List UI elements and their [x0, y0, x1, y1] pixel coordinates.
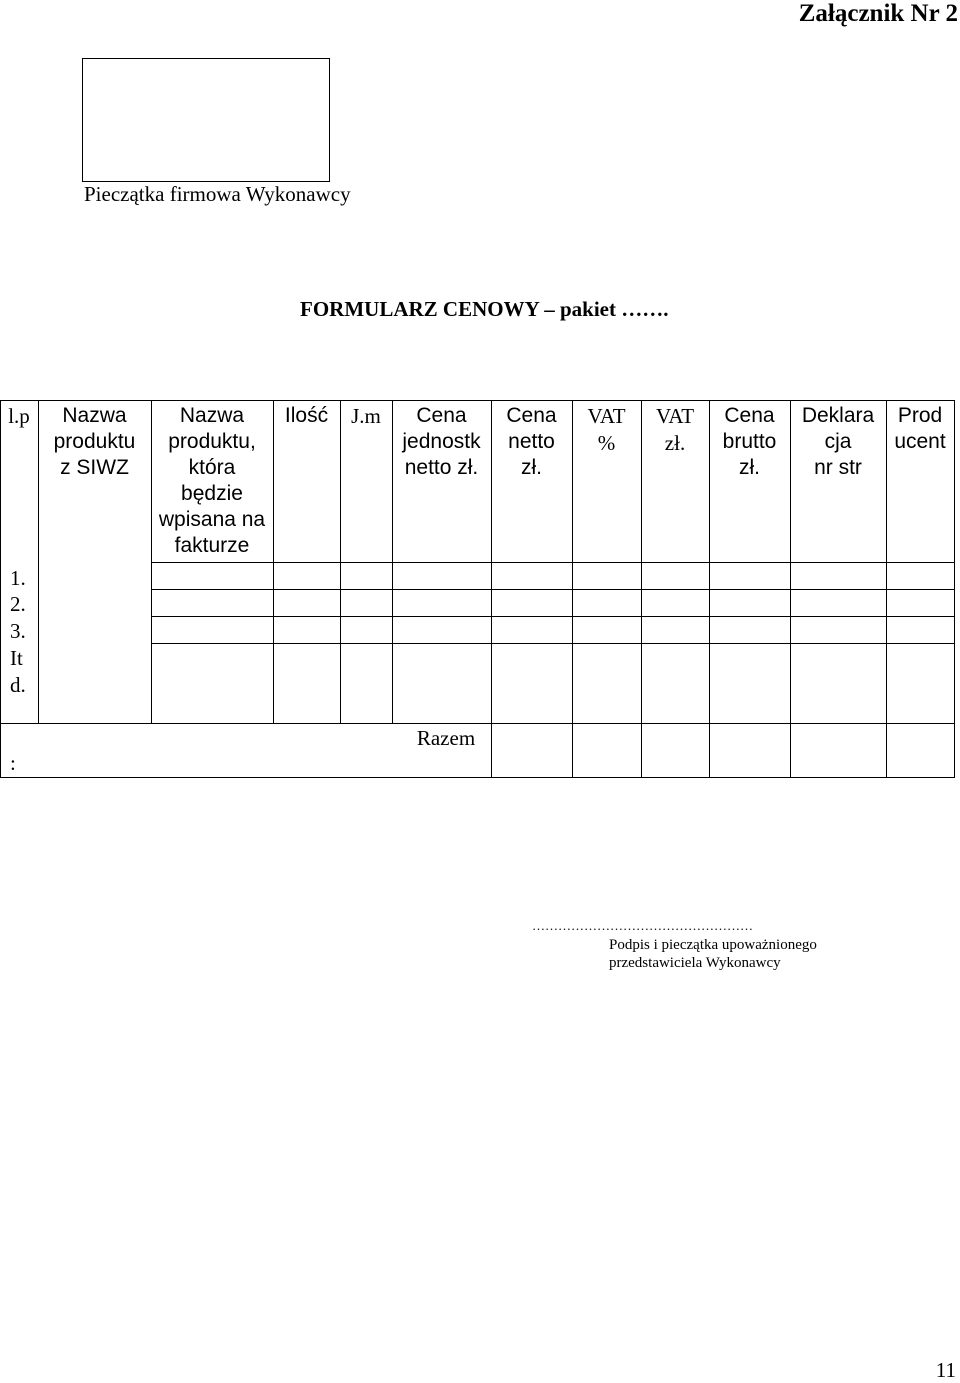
attachment-label: Załącznik Nr 2 — [798, 0, 958, 27]
form-title: FORMULARZ CENOWY – pakiet ……. — [300, 297, 669, 321]
table-line — [954, 400, 955, 778]
table-line — [886, 400, 887, 778]
header-gross-price: Cena brutto zł. — [722, 404, 777, 479]
table-line — [340, 400, 341, 724]
row-number: 1. — [10, 566, 26, 590]
company-stamp-box — [82, 58, 330, 182]
table-line — [151, 589, 955, 590]
table-line — [0, 400, 1, 778]
table-line — [151, 616, 955, 617]
header-unit: J.m — [351, 404, 381, 428]
total-label: Razem — [416, 726, 476, 750]
header-declaration: Deklara cja nr str — [801, 404, 875, 479]
header-product-name-invoice: Nazwa produktu, która będzie wpisana na fakturze — [158, 404, 266, 557]
table-line — [0, 723, 955, 724]
header-quantity: Ilość — [284, 404, 329, 427]
footer-colon: : — [10, 751, 16, 775]
signature-caption: Podpis i pieczątka upoważnionego przedstawiciela Wykonawcy — [609, 937, 817, 971]
row-number: 3. — [10, 619, 26, 643]
table-line — [273, 400, 274, 724]
table-line — [0, 777, 955, 778]
header-vat-amount: VAT zł. — [655, 404, 695, 455]
signature-dots: …………………………………………… — [532, 918, 753, 933]
page-number: 11 — [935, 1358, 956, 1382]
header-unit-net-price: Cena jednostk netto zł. — [402, 404, 481, 479]
header-vat-percent: VAT % — [587, 404, 626, 455]
header-product-name-siwz: Nazwa produktu z SIWZ — [53, 404, 136, 479]
row-number: It d. — [10, 646, 26, 697]
header-lp: l.p — [8, 404, 30, 428]
row-number: 2. — [10, 592, 26, 616]
stamp-label: Pieczątka firmowa Wykonawcy — [84, 182, 351, 206]
table-line — [151, 562, 955, 563]
table-line — [0, 400, 955, 401]
table-line — [151, 643, 955, 644]
header-producer: Prod ucent — [894, 404, 946, 453]
header-net-price: Cena netto zł. — [506, 404, 557, 479]
